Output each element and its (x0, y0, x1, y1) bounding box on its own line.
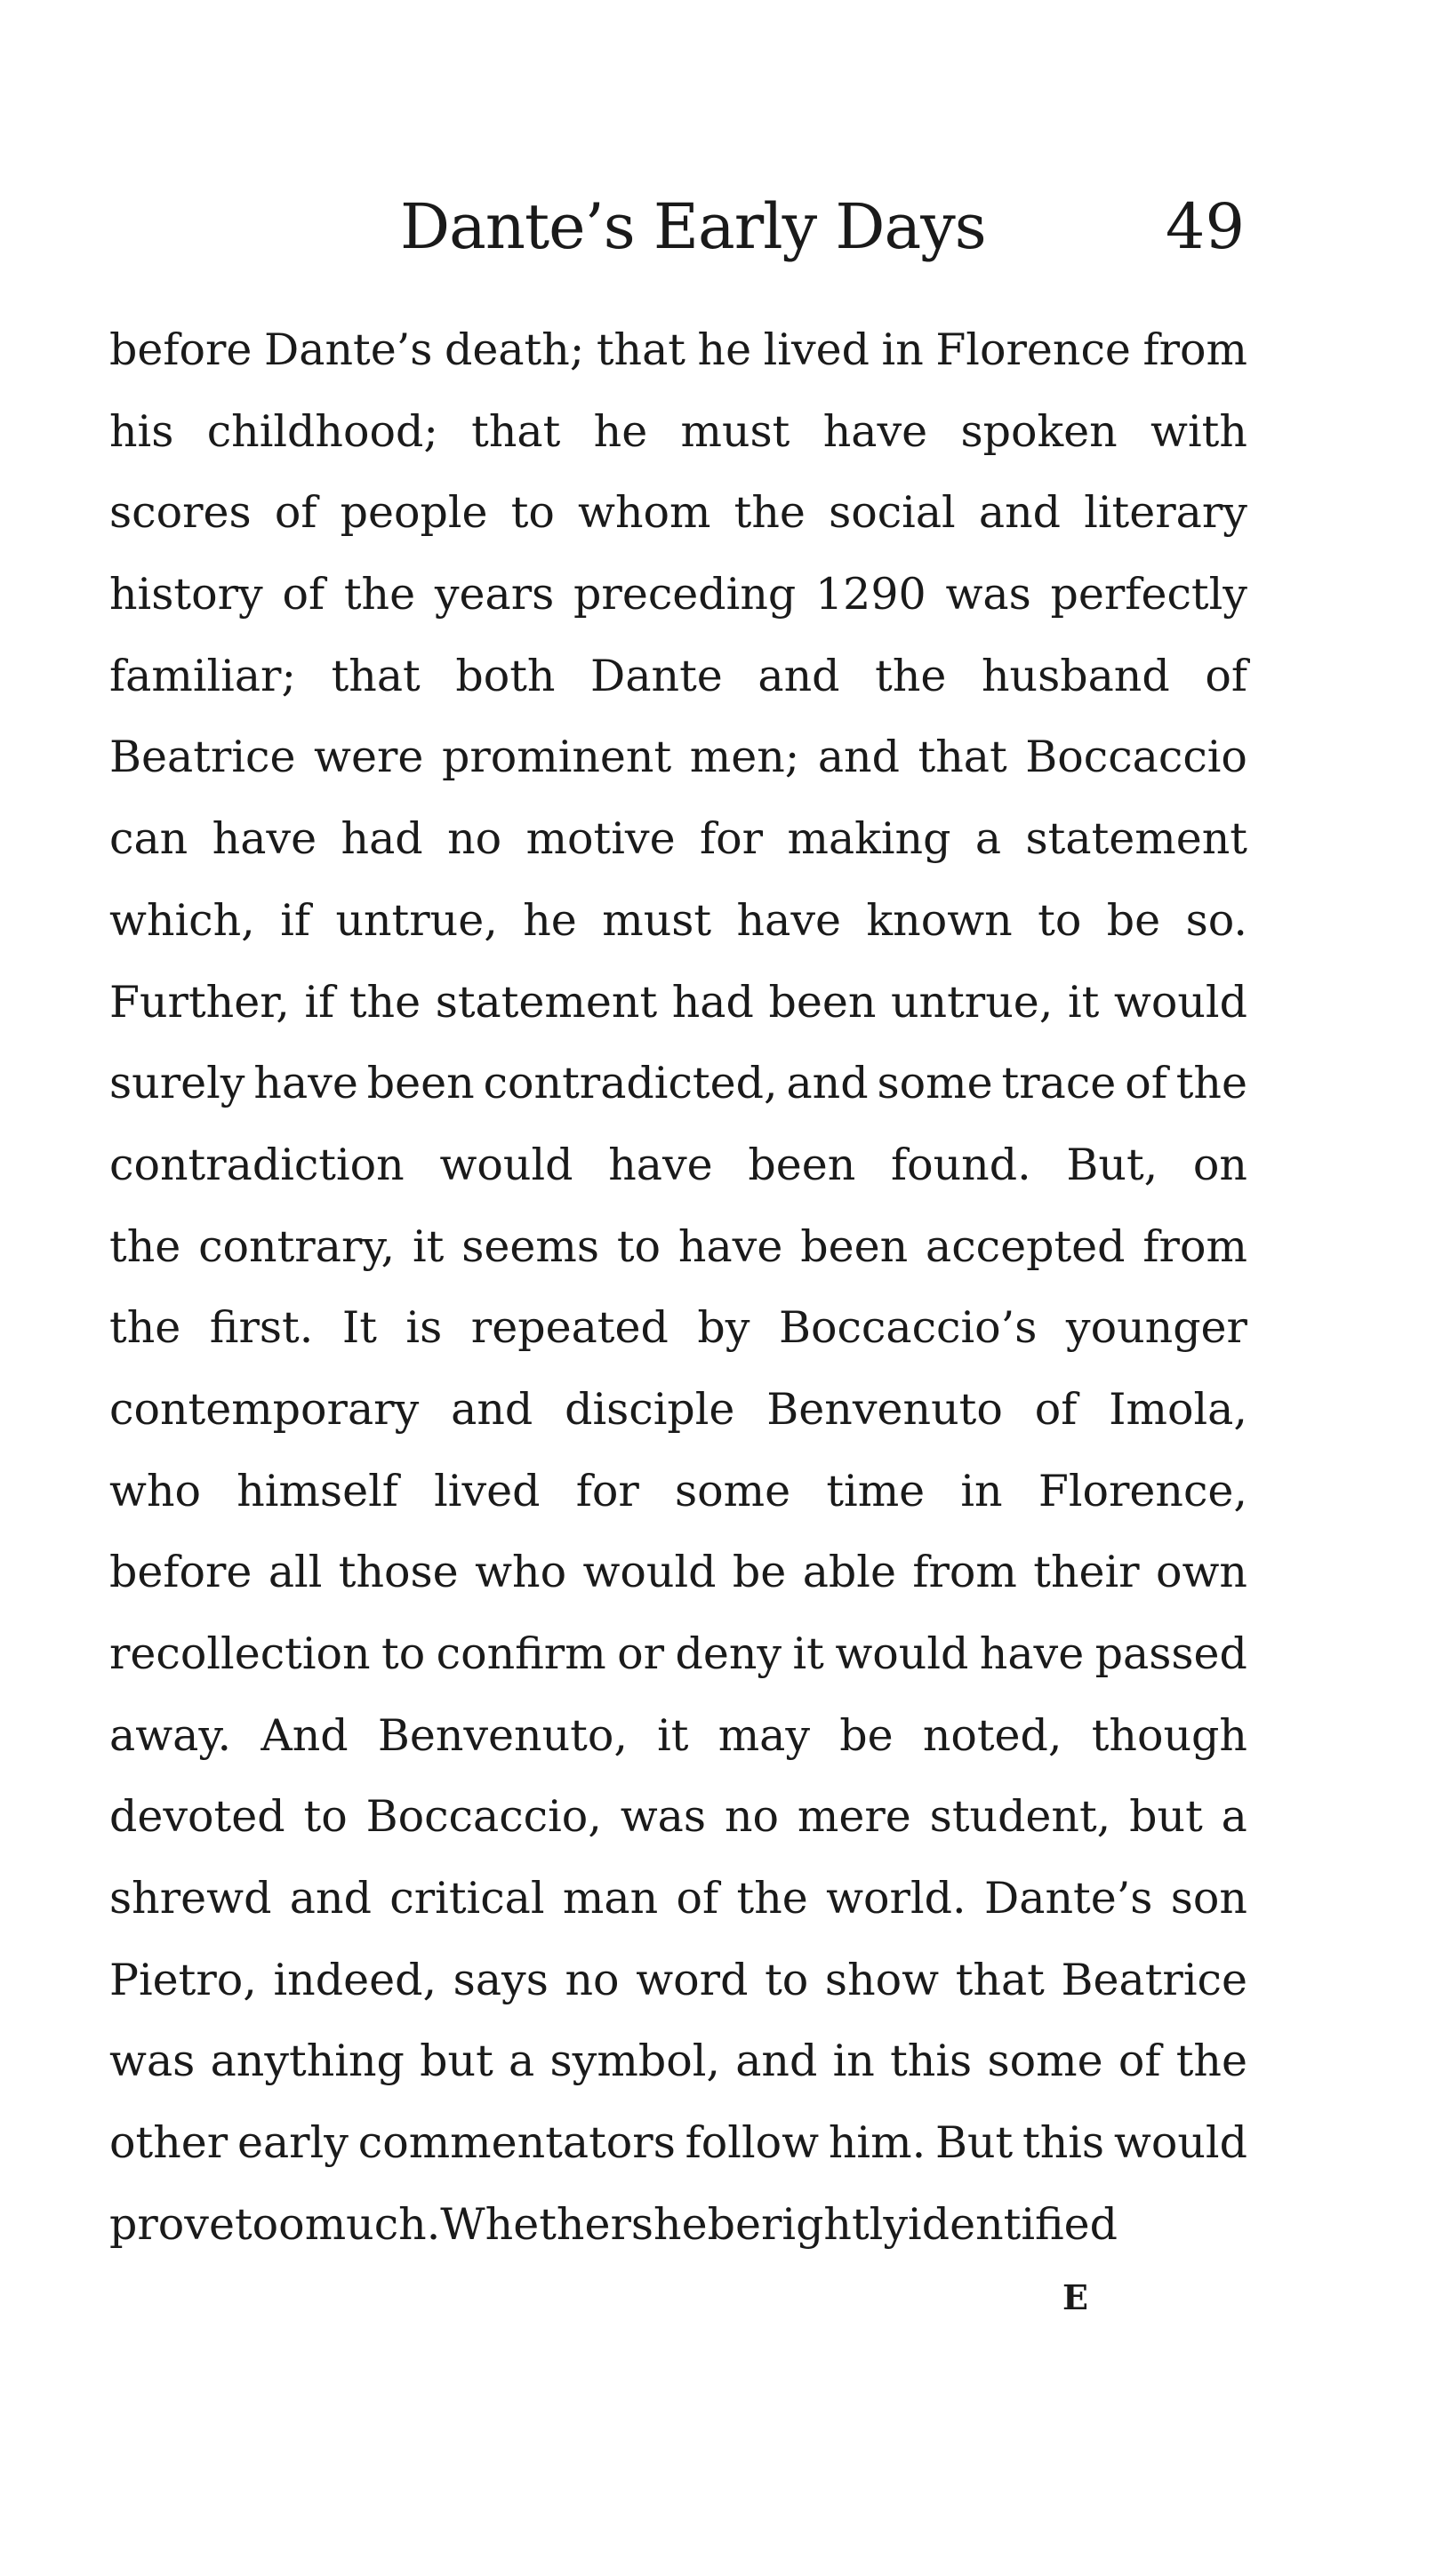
text-line: surely have been contradicted, and some trace of the (109, 1058, 1247, 1109)
running-title: Dante’s Early Days (400, 190, 986, 263)
text-line: Pietro, indeed, says no word to show that Beatrice (109, 1954, 1247, 2005)
text-line: prove too much. Whether she be rightly identified (109, 2198, 1118, 2250)
text-line: before all those who would be able from their own (109, 1547, 1247, 1598)
text-line: contemporary and disciple Benvenuto of Imola, (109, 1383, 1247, 1435)
page-number: 49 (1165, 190, 1245, 263)
text-line: recollection to confirm or deny it would have passed (109, 1628, 1247, 1679)
text-line: who himself lived for some time in Florence, (109, 1465, 1247, 1516)
text-line: devoted to Boccaccio, was no mere student, but a (109, 1791, 1247, 1843)
text-line: other early commentators follow him. But this would (109, 2117, 1247, 2169)
text-line: Beatrice were prominent men; and that Boccaccio (109, 732, 1247, 783)
text-line: shrewd and critical man of the world. Dante’s son (109, 1873, 1247, 1924)
text-line: which, if untrue, he must have known to be so. (109, 894, 1247, 946)
text-line: before Dante’s death; that he lived in Florence from (109, 324, 1247, 375)
text-line: the first. It is repeated by Boccaccio’s younger (109, 1302, 1247, 1354)
text-line: contradiction would have been found. But, on (109, 1139, 1247, 1190)
text-line: scores of people to whom the social and literary (109, 487, 1247, 539)
body-text (109, 309, 1247, 2266)
text-line: his childhood; that he must have spoken with (109, 405, 1247, 457)
signature-mark: E (1062, 2277, 1088, 2317)
text-line: away. And Benvenuto, it may be noted, though (109, 1709, 1247, 1761)
running-head (107, 182, 1245, 280)
text-line: history of the years preceding 1290 was perfectly (109, 569, 1247, 620)
text-line: can have had no motive for making a statement (109, 813, 1247, 865)
text-line: Further, if the statement had been untrue, it would (109, 976, 1247, 1028)
text-line: familiar; that both Dante and the husband of (109, 650, 1247, 701)
text-line: the contrary, it seems to have been accepted from (109, 1220, 1247, 1272)
text-line: was anything but a symbol, and in this some of the (109, 2036, 1247, 2087)
